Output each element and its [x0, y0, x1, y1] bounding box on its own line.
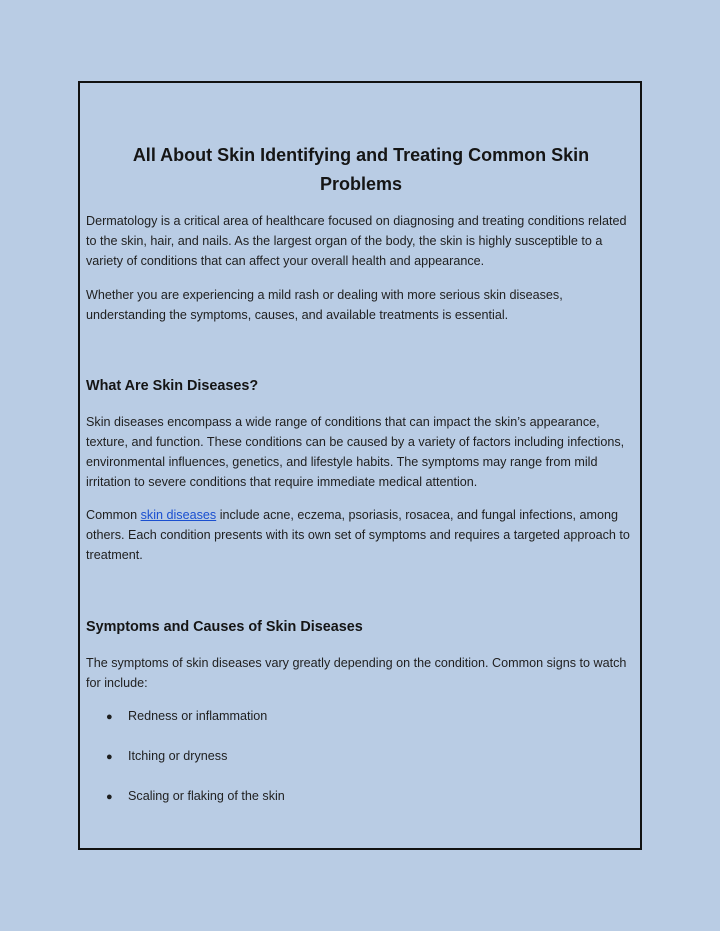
section-1-paragraph-2-prefix: Common — [86, 508, 141, 522]
list-item-text: Redness or inflammation — [128, 709, 268, 723]
bullet-icon: ● — [106, 751, 113, 763]
bullet-icon: ● — [106, 711, 113, 723]
document-title-line-1: All About Skin Identifying and Treating Common Skin — [132, 145, 590, 165]
intro-paragraph-2: Whether you are experiencing a mild rash or dealing with more serious skin diseases, understanding the symptoms, causes, and available treatments is essential. — [86, 288, 563, 322]
list-item — [106, 706, 267, 726]
section-1-paragraph-2-suffix: include acne, eczema, psoriasis, rosacea, and fungal infections, among others. Each condition presents with its own set of symptoms and requires a targeted approach to treatment. — [86, 508, 630, 562]
document-title — [86, 141, 636, 199]
bullet-icon: ● — [106, 791, 113, 803]
document-page — [78, 81, 642, 850]
section-heading-what-are-skin-diseases: What Are Skin Diseases? — [86, 378, 259, 394]
list-item — [106, 786, 285, 806]
list-item — [106, 746, 227, 766]
section-2-paragraph-1: The symptoms of skin diseases vary greatly depending on the condition. Common signs to watch for include: — [86, 656, 627, 690]
section-1-paragraph-2 — [86, 505, 636, 565]
skin-diseases-link[interactable]: skin diseases — [140, 508, 217, 522]
section-heading-symptoms-and-causes: Symptoms and Causes of Skin Diseases — [86, 619, 363, 635]
section-1-paragraph-1: Skin diseases encompass a wide range of conditions that can impact the skin’s appearance, texture, and function. These conditions can be caused by a variety of factors including infections, environmental influences, genetics, and lifestyle habits. The symptoms may range from mild irritation to severe conditions that require immediate medical attention. — [86, 415, 625, 489]
list-item-text: Itching or dryness — [128, 749, 228, 763]
intro-paragraph-1: Dermatology is a critical area of healthcare focused on diagnosing and treating conditions related to the skin, hair, and nails. As the largest organ of the body, the skin is highly susceptible to a variety of conditions that can affect your overall health and appearance. — [86, 214, 627, 268]
list-item-text: Scaling or flaking of the skin — [128, 789, 285, 803]
document-title-line-2: Problems — [319, 174, 403, 194]
